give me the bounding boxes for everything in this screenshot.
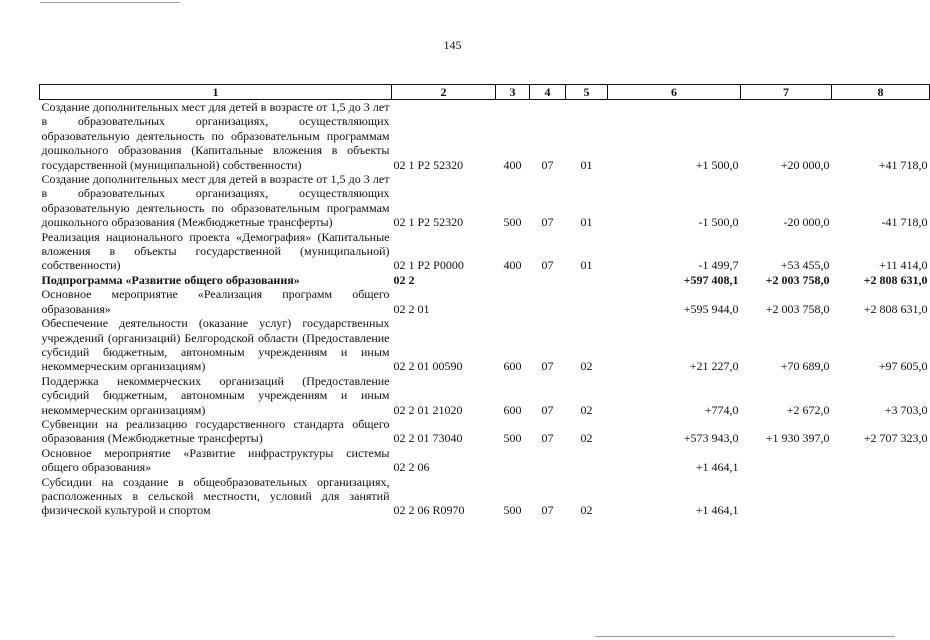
- row-subsection: 02: [580, 431, 593, 446]
- row-value-col7: +2 003 758,0: [765, 272, 830, 287]
- row-name: Реализация национального проекта «Демография» (Капитальные вложения в объекты государственной (муниципальной) собственности): [41, 229, 390, 273]
- row-value-col6: +1 464,1: [695, 460, 739, 475]
- row-value-col8: +41 718,0: [878, 157, 928, 172]
- row-name: Создание дополнительных мест для детей в возрасте от 1,5 до 3 лет в образовательных организациях, осуществляющих образовательную деятельность по образовательным программам дошкольного образования (Капитальные вложения в объекты государственной (муниципальной) собственности): [41, 100, 390, 172]
- row-subsection: [566, 446, 608, 475]
- header-cell: 2: [392, 85, 496, 100]
- row-expense-type: [496, 446, 530, 475]
- row-expense-type: [496, 273, 530, 287]
- row-value-col6: -1 500,0: [698, 215, 739, 230]
- row-value-col8: [832, 475, 930, 518]
- row-value-col8: +11 414,0: [879, 258, 928, 273]
- row-code: 02 2 01: [393, 301, 430, 316]
- row-value-col7: [741, 475, 832, 518]
- row-section: [530, 446, 566, 475]
- row-section: [530, 287, 566, 316]
- header-cell: 6: [608, 85, 741, 100]
- row-name: Основное мероприятие «Развитие инфраструктуры системы общего образования»: [41, 445, 390, 475]
- row-expense-type: 400: [503, 258, 522, 273]
- row-value-col7: [741, 446, 832, 475]
- row-value-col8: +2 707 323,0: [863, 431, 928, 446]
- row-expense-type: 600: [503, 402, 522, 417]
- row-subsection: 01: [580, 258, 593, 273]
- row-subsection: 02: [580, 503, 593, 518]
- table-row: [40, 273, 930, 287]
- row-subsection: [566, 287, 608, 316]
- header-cell: 4: [530, 85, 566, 100]
- row-subsection: 02: [580, 359, 593, 374]
- header-cell: 1: [40, 85, 392, 100]
- row-value-col7: +20 000,0: [780, 157, 830, 172]
- row-value-col8: +2 808 631,0: [863, 301, 928, 316]
- row-name: Основное мероприятие «Реализация программ общего образования»: [41, 287, 390, 316]
- row-value-col7: +2 003 758,0: [765, 301, 830, 316]
- row-section: [530, 273, 566, 287]
- table-row: [40, 172, 930, 230]
- row-expense-type: 500: [503, 431, 522, 446]
- header-cell: 7: [741, 85, 832, 100]
- row-value-col6: +774,0: [704, 402, 739, 417]
- row-code: 02 2: [393, 272, 415, 287]
- row-expense-type: 400: [503, 157, 522, 172]
- row-section: 07: [541, 503, 554, 518]
- row-expense-type: 600: [503, 359, 522, 374]
- row-section: 07: [541, 215, 554, 230]
- row-code: 02 1 Р2 52320: [393, 157, 464, 172]
- table-row: [40, 230, 930, 273]
- row-code: 02 2 01 73040: [393, 431, 463, 446]
- row-value-col7: -20 000,0: [783, 215, 830, 230]
- row-name: Субвенции на реализацию государственного стандарта общего образования (Межбюджетные трансферты): [41, 416, 390, 446]
- row-value-col8: [832, 446, 930, 475]
- header-row: [40, 85, 930, 100]
- row-value-col7: +70 689,0: [780, 359, 830, 374]
- row-value-col6: +597 408,1: [683, 272, 739, 287]
- header-cell: 5: [566, 85, 608, 100]
- row-section: 07: [541, 157, 554, 172]
- row-code: 02 2 06: [393, 460, 430, 475]
- row-section: 07: [541, 402, 554, 417]
- header-cell: 8: [832, 85, 930, 100]
- row-code: 02 2 06 R0970: [393, 503, 465, 518]
- row-value-col6: -1 499,7: [698, 258, 739, 273]
- row-subsection: 01: [580, 157, 593, 172]
- scan-artifact-bottom: [595, 636, 895, 637]
- row-value-col7: +1 930 397,0: [765, 431, 830, 446]
- row-code: 02 1 Р2 Р0000: [393, 258, 464, 273]
- row-expense-type: 500: [503, 215, 522, 230]
- row-expense-type: 500: [503, 503, 522, 518]
- budget-table: [39, 84, 930, 518]
- row-section: 07: [541, 258, 554, 273]
- row-name: Создание дополнительных мест для детей в возрасте от 1,5 до 3 лет в образовательных организациях, осуществляющих образовательную деятельность по образовательным программам дошкольного образования (Межбюджетные трансферты): [41, 172, 390, 230]
- row-code: 02 2 01 21020: [393, 402, 463, 417]
- row-subsection: [566, 273, 608, 287]
- table-row: [40, 475, 930, 518]
- row-expense-type: [496, 287, 530, 316]
- row-value-col6: +595 944,0: [683, 301, 739, 316]
- row-code: 02 2 01 00590: [393, 359, 463, 374]
- table-row: [40, 316, 930, 374]
- row-value-col6: +1 500,0: [695, 157, 739, 172]
- row-value-col6: +1 464,1: [695, 503, 739, 518]
- table-row: [40, 374, 930, 417]
- table-row: [40, 100, 930, 173]
- row-name: Обеспечение деятельности (оказание услуг) государственных учреждений (организаций) Белгородской области (Предоставление субсидий бюджетным, автономным учреждениям и иным некоммерческим организациям): [41, 316, 390, 374]
- row-value-col6: +21 227,0: [689, 359, 739, 374]
- row-value-col6: +573 943,0: [683, 431, 739, 446]
- row-value-col8: +97 605,0: [878, 359, 928, 374]
- table-body: [40, 100, 930, 518]
- row-value-col8: +3 703,0: [884, 402, 928, 417]
- table-row: [40, 417, 930, 446]
- row-subsection: 01: [580, 215, 593, 230]
- row-subsection: 02: [580, 402, 593, 417]
- row-value-col7: +53 455,0: [780, 258, 830, 273]
- table-row: [40, 446, 930, 475]
- table-row: [40, 287, 930, 316]
- row-name: Поддержка некоммерческих организаций (Предоставление субсидий бюджетным, автономным учреждениям и иным некоммерческим организациям): [41, 373, 390, 417]
- row-value-col8: +2 808 631,0: [863, 272, 928, 287]
- header-cell: 3: [496, 85, 530, 100]
- row-section: 07: [541, 359, 554, 374]
- row-value-col8: -41 718,0: [881, 215, 928, 230]
- row-section: 07: [541, 431, 554, 446]
- row-code: 02 1 Р2 52320: [393, 215, 464, 230]
- scan-artifact-top: [40, 2, 180, 3]
- row-name: Подпрограмма «Развитие общего образования»: [41, 272, 300, 287]
- row-name: Субсидии на создание в общеобразовательных организациях, расположенных в сельской местности, условий для занятий физической культурой и спортом: [41, 474, 390, 518]
- row-value-col7: +2 672,0: [786, 402, 830, 417]
- page-number: 145: [443, 38, 462, 52]
